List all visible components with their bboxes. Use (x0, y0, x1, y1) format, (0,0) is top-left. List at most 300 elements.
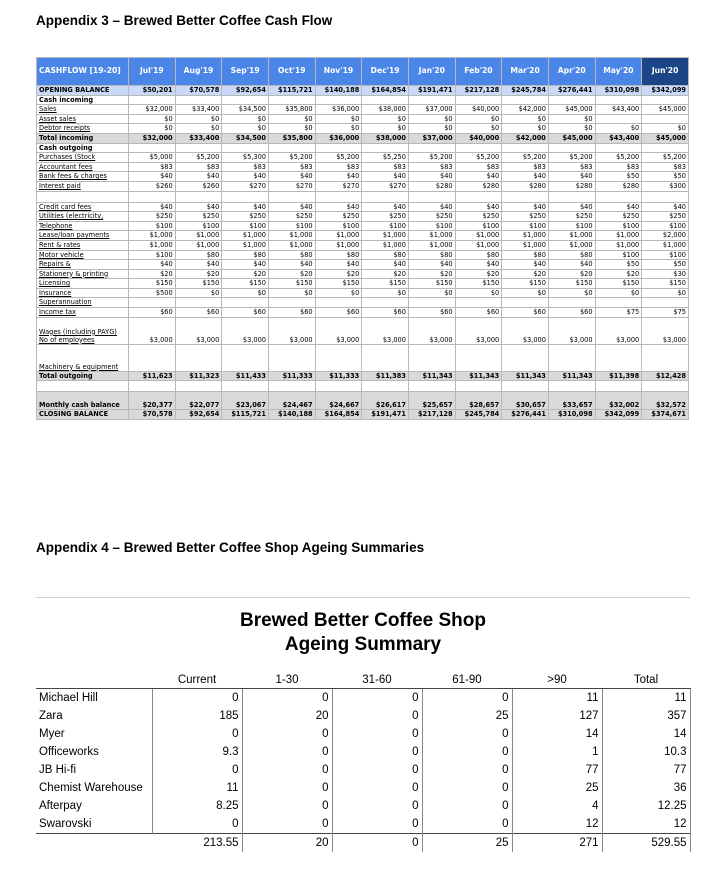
month-header: Jan'20 (408, 58, 455, 86)
cell-value: $20 (362, 269, 409, 279)
cell-value: $83 (129, 162, 176, 172)
empty-cell (455, 191, 502, 202)
cell-value: $250 (595, 212, 642, 222)
empty-cell (408, 381, 455, 392)
cell-value: $100 (129, 250, 176, 260)
cashflow-table (36, 57, 689, 420)
month-header: Apr'20 (548, 58, 595, 86)
row-label-text: Machinery & equipment (39, 362, 119, 371)
ageing-value: 0 (422, 743, 512, 761)
cell-value: $40 (408, 202, 455, 212)
spacer-row (37, 191, 689, 202)
ageing-value: 12.25 (602, 797, 690, 815)
cell-value: $60 (455, 308, 502, 318)
ageing-title-line-1: Brewed Better Coffee Shop (240, 610, 486, 631)
cell-value: $83 (222, 162, 269, 172)
cell-value: $0 (455, 114, 502, 124)
cell-value: $40 (129, 260, 176, 270)
cell-value: $115,721 (222, 410, 269, 420)
outgoing-row (37, 298, 689, 308)
cell-value: $100 (642, 250, 689, 260)
empty-cell (129, 143, 176, 153)
row-label (37, 269, 129, 279)
month-header: May'20 (595, 58, 642, 86)
ageing-value: 0 (422, 725, 512, 743)
cell-value (315, 298, 362, 308)
cell-value: $83 (548, 162, 595, 172)
cell-value: $3,000 (222, 317, 269, 344)
cell-value: $0 (362, 114, 409, 124)
ageing-value: 0 (332, 761, 422, 779)
empty-cell (408, 143, 455, 153)
total-outgoing-row (37, 371, 689, 381)
cell-value: $0 (315, 124, 362, 134)
cell-value: $0 (268, 124, 315, 134)
cell-value: $40 (595, 202, 642, 212)
outgoing-row (37, 269, 689, 279)
cell-value: $45,000 (642, 105, 689, 115)
row-label-text: Asset sales (39, 114, 76, 123)
ageing-value: 0 (152, 761, 242, 779)
cell-value: $40 (548, 172, 595, 182)
ageing-value: 185 (152, 707, 242, 725)
row-label-text: Rent & rates (39, 240, 81, 249)
empty-cell (642, 191, 689, 202)
cell-value: $250 (315, 212, 362, 222)
cell-value: $250 (408, 212, 455, 222)
ageing-total-value: 213.55 (152, 834, 242, 853)
row-label-text: Repairs & (39, 260, 71, 269)
cell-value: $250 (455, 212, 502, 222)
cell-value: $38,000 (362, 133, 409, 143)
cell-value: $245,784 (455, 410, 502, 420)
outgoing-row (37, 162, 689, 172)
customer-name: Myer (36, 725, 152, 743)
empty-cell (268, 381, 315, 392)
empty-cell (595, 381, 642, 392)
cell-value (642, 298, 689, 308)
customer-name: JB Hi-fi (36, 761, 152, 779)
empty-cell (37, 381, 129, 392)
cell-value: $40 (455, 260, 502, 270)
cell-value (595, 298, 642, 308)
customer-name: Michael Hill (36, 689, 152, 708)
cell-value: $5,300 (222, 153, 269, 163)
cell-value: $3,000 (642, 317, 689, 344)
empty-cell (548, 344, 595, 371)
row-label (37, 105, 129, 115)
cell-value: $20 (502, 269, 549, 279)
customer-name: Afterpay (36, 797, 152, 815)
empty-cell (362, 191, 409, 202)
cell-value: $83 (455, 162, 502, 172)
cell-value: $60 (362, 308, 409, 318)
empty-cell (315, 95, 362, 105)
cell-value: $150 (362, 279, 409, 289)
cell-value: $5,000 (129, 153, 176, 163)
cell-value: $40 (222, 172, 269, 182)
ageing-value: 0 (242, 815, 332, 834)
cell-value: $100 (315, 221, 362, 231)
ageing-column-header: Current (152, 671, 242, 689)
cell-value: $80 (222, 250, 269, 260)
empty-cell (502, 381, 549, 392)
empty-cell (548, 143, 595, 153)
cell-value: $0 (362, 124, 409, 134)
month-header: Oct'19 (268, 58, 315, 86)
appendix-3-heading: Appendix 3 – Brewed Better Coffee Cash Flow (36, 13, 333, 28)
cell-value: $26,617 (362, 392, 409, 410)
cell-value (362, 298, 409, 308)
cell-value: $40 (175, 172, 222, 182)
cell-value: $0 (502, 114, 549, 124)
cell-value: $20 (595, 269, 642, 279)
cell-value: $280 (502, 181, 549, 191)
cell-value: $28,657 (455, 392, 502, 410)
row-label (37, 133, 129, 143)
cell-value: $150 (595, 279, 642, 289)
cell-value: $0 (129, 124, 176, 134)
cell-value: $80 (362, 250, 409, 260)
cell-value: $280 (455, 181, 502, 191)
cell-value: $100 (548, 221, 595, 231)
cell-value: $260 (129, 181, 176, 191)
ageing-value: 0 (332, 779, 422, 797)
cell-value: $245,784 (502, 86, 549, 96)
cell-value: $0 (175, 288, 222, 298)
cell-value: $40 (175, 202, 222, 212)
cell-value: $80 (315, 250, 362, 260)
ageing-value: 11 (152, 779, 242, 797)
cell-value: $11,343 (548, 371, 595, 381)
ageing-value: 0 (242, 761, 332, 779)
row-label (37, 86, 129, 96)
ageing-value: 4 (512, 797, 602, 815)
cell-value: $20 (315, 269, 362, 279)
cell-value: $100 (595, 221, 642, 231)
cell-value: $0 (548, 288, 595, 298)
cell-value: $92,654 (175, 410, 222, 420)
row-label (37, 231, 129, 241)
row-label-text: Superannuation (39, 298, 92, 307)
month-header: Dec'19 (362, 58, 409, 86)
cell-value: $80 (175, 250, 222, 260)
cell-value: $0 (502, 288, 549, 298)
cell-value: $1,000 (502, 231, 549, 241)
row-label-text: Accountant fees (39, 162, 93, 171)
ageing-value: 0 (242, 725, 332, 743)
section-label: Cash incoming (37, 95, 129, 105)
cell-value: $250 (548, 212, 595, 222)
outgoing-row (37, 212, 689, 222)
empty-cell (408, 95, 455, 105)
row-label-text: Credit card fees (39, 202, 92, 211)
empty-cell (595, 95, 642, 105)
outgoing-row (37, 202, 689, 212)
empty-cell (129, 344, 176, 371)
cell-value: $5,200 (268, 153, 315, 163)
empty-cell (595, 191, 642, 202)
cell-value: $83 (408, 162, 455, 172)
cell-value: $42,000 (502, 133, 549, 143)
cell-value (642, 114, 689, 124)
cell-value: $36,000 (315, 133, 362, 143)
empty-cell (408, 191, 455, 202)
ageing-value: 0 (422, 779, 512, 797)
empty-cell (502, 191, 549, 202)
cell-value: $100 (455, 221, 502, 231)
empty-cell (175, 95, 222, 105)
cell-value: $1,000 (595, 231, 642, 241)
cell-value: $11,333 (268, 371, 315, 381)
cell-value: $40 (222, 260, 269, 270)
cell-value: $0 (129, 114, 176, 124)
cell-value: $50,201 (129, 86, 176, 96)
ageing-value: 1 (512, 743, 602, 761)
row-label (37, 124, 129, 134)
ageing-title-line-2: Ageing Summary (284, 634, 442, 655)
cell-value: $80 (502, 250, 549, 260)
cell-value: $100 (642, 221, 689, 231)
ageing-value: 0 (332, 797, 422, 815)
cell-value: $60 (548, 308, 595, 318)
closing-balance-row (37, 410, 689, 420)
cell-value: $0 (548, 124, 595, 134)
ageing-summary-sheet (36, 597, 690, 862)
cell-value: $32,002 (595, 392, 642, 410)
cell-value: $0 (315, 114, 362, 124)
ageing-value: 12 (602, 815, 690, 834)
ageing-value: 0 (422, 797, 512, 815)
cell-value: $40 (408, 172, 455, 182)
cell-value: $374,671 (642, 410, 689, 420)
empty-cell (548, 191, 595, 202)
row-label (37, 212, 129, 222)
cell-value: $140,188 (268, 410, 315, 420)
appendix-4-heading: Appendix 4 – Brewed Better Coffee Shop Ageing Summaries (36, 540, 425, 555)
cell-value (175, 298, 222, 308)
cell-value: $276,441 (548, 86, 595, 96)
customer-name: Chemist Warehouse (36, 779, 152, 797)
outgoing-row (37, 181, 689, 191)
cell-value: $42,000 (502, 105, 549, 115)
total-incoming-row (37, 133, 689, 143)
outgoing-row (37, 260, 689, 270)
cell-value: $40,000 (455, 133, 502, 143)
cell-value: $0 (222, 114, 269, 124)
cell-value: $45,000 (548, 133, 595, 143)
month-header: Mar'20 (502, 58, 549, 86)
cell-value: $0 (595, 288, 642, 298)
empty-cell (175, 381, 222, 392)
cell-value: $1,000 (362, 231, 409, 241)
cell-value: $150 (642, 279, 689, 289)
cell-value (548, 298, 595, 308)
row-label (37, 371, 129, 381)
empty-cell (129, 95, 176, 105)
row-label-text: Debtor receipts (39, 124, 91, 133)
cell-value: $40 (362, 260, 409, 270)
cell-value: $3,000 (175, 317, 222, 344)
cell-value: $0 (455, 124, 502, 134)
empty-cell (129, 381, 176, 392)
cell-value: $1,000 (129, 240, 176, 250)
empty-cell (222, 191, 269, 202)
row-label (37, 308, 129, 318)
ageing-value: 0 (422, 815, 512, 834)
ageing-value: 0 (152, 689, 242, 708)
cell-value: $32,572 (642, 392, 689, 410)
cell-value: $0 (268, 114, 315, 124)
row-label (37, 240, 129, 250)
ageing-summary-table (36, 671, 691, 852)
ageing-row (36, 707, 690, 725)
cell-value: $3,000 (315, 317, 362, 344)
cell-value: $1,000 (129, 231, 176, 241)
empty-cell (315, 381, 362, 392)
ageing-value: 0 (332, 743, 422, 761)
cell-value: $83 (642, 162, 689, 172)
spacer-row (37, 381, 689, 392)
cell-value: $150 (129, 279, 176, 289)
ageing-value: 77 (512, 761, 602, 779)
cell-value: $20 (548, 269, 595, 279)
empty-cell (362, 143, 409, 153)
cell-value: $40 (362, 172, 409, 182)
cell-value: $0 (362, 288, 409, 298)
cell-value: $60 (502, 308, 549, 318)
row-label-text: OPENING BALANCE (39, 86, 110, 94)
cell-value: $83 (362, 162, 409, 172)
row-label-text: Total incoming (39, 133, 94, 142)
cell-value: $100 (502, 221, 549, 231)
ageing-value: 0 (242, 797, 332, 815)
wages-row (37, 317, 689, 344)
cell-value: $80 (268, 250, 315, 260)
cell-value: $1,000 (408, 231, 455, 241)
cash-incoming-row (37, 95, 689, 105)
cell-value: $40 (315, 260, 362, 270)
cell-value: $342,099 (642, 86, 689, 96)
cell-value: $32,000 (129, 133, 176, 143)
cell-value: $5,200 (408, 153, 455, 163)
ageing-value: 10.3 (602, 743, 690, 761)
ageing-value: 0 (332, 689, 422, 708)
cell-value: $22,077 (175, 392, 222, 410)
cell-value: $11,383 (362, 371, 409, 381)
cell-value: $0 (408, 288, 455, 298)
cell-value: $11,333 (315, 371, 362, 381)
empty-cell (175, 344, 222, 371)
row-label-text: Insurance (39, 288, 72, 297)
ageing-value: 127 (512, 707, 602, 725)
ageing-value: 0 (242, 743, 332, 761)
cell-value (455, 298, 502, 308)
cell-value: $1,000 (642, 240, 689, 250)
row-label-text: Sales (39, 105, 57, 114)
cell-value: $280 (595, 181, 642, 191)
ageing-value: 14 (602, 725, 690, 743)
customer-name: Officeworks (36, 743, 152, 761)
row-label-text: Telephone (39, 221, 73, 230)
cell-value: $0 (548, 114, 595, 124)
cell-value: $270 (315, 181, 362, 191)
cell-value: $70,578 (175, 86, 222, 96)
cell-value: $270 (222, 181, 269, 191)
cell-value: $43,400 (595, 133, 642, 143)
row-label (37, 172, 129, 182)
row-label (37, 250, 129, 260)
cell-value: $3,000 (548, 317, 595, 344)
empty-cell (36, 671, 152, 689)
empty-cell (362, 95, 409, 105)
ageing-total-value: 25 (422, 834, 512, 853)
ageing-value: 8.25 (152, 797, 242, 815)
cell-value: $60 (129, 308, 176, 318)
row-label (37, 344, 129, 371)
cell-value: $12,428 (642, 371, 689, 381)
ageing-header-row (36, 671, 690, 689)
month-header: Jun'20 (642, 58, 689, 86)
cell-value: $33,400 (175, 105, 222, 115)
cell-value: $40 (129, 172, 176, 182)
cell-value: $150 (548, 279, 595, 289)
row-label-text: Stationery & printing (39, 269, 109, 278)
ageing-value: 0 (332, 815, 422, 834)
ageing-value: 77 (602, 761, 690, 779)
cashflow-table-container (36, 57, 689, 420)
income-row (37, 114, 689, 124)
outgoing-row (37, 279, 689, 289)
cash-outgoing-row (37, 143, 689, 153)
cell-value: $40 (502, 202, 549, 212)
cell-value: $1,000 (315, 240, 362, 250)
cell-value: $1,000 (502, 240, 549, 250)
machinery-row (37, 344, 689, 371)
cell-value: $11,343 (455, 371, 502, 381)
ageing-column-header: 61-90 (422, 671, 512, 689)
cell-value: $5,200 (315, 153, 362, 163)
empty-cell (548, 95, 595, 105)
cell-value: $60 (222, 308, 269, 318)
ageing-value: 0 (242, 689, 332, 708)
empty-cell (315, 143, 362, 153)
ageing-value: 25 (422, 707, 512, 725)
empty-cell (455, 381, 502, 392)
row-label (37, 410, 129, 420)
cell-value: $1,000 (362, 240, 409, 250)
cell-value: $40 (502, 172, 549, 182)
cell-value: $3,000 (362, 317, 409, 344)
row-label-text: Wages (including PAYG) No of employees (39, 327, 117, 344)
row-label-text: Bank fees & charges (39, 172, 107, 181)
cell-value: $60 (315, 308, 362, 318)
ageing-value: 11 (512, 689, 602, 708)
ageing-column-header: 1-30 (242, 671, 332, 689)
cell-value: $1,000 (548, 240, 595, 250)
empty-cell (222, 344, 269, 371)
cell-value: $0 (502, 124, 549, 134)
cell-value: $100 (362, 221, 409, 231)
ageing-total-value: 0 (332, 834, 422, 853)
outgoing-row (37, 288, 689, 298)
cell-value: $11,343 (502, 371, 549, 381)
cell-value: $40 (268, 202, 315, 212)
cell-value: $25,657 (408, 392, 455, 410)
outgoing-row (37, 153, 689, 163)
row-label (37, 221, 129, 231)
empty-cell (502, 344, 549, 371)
